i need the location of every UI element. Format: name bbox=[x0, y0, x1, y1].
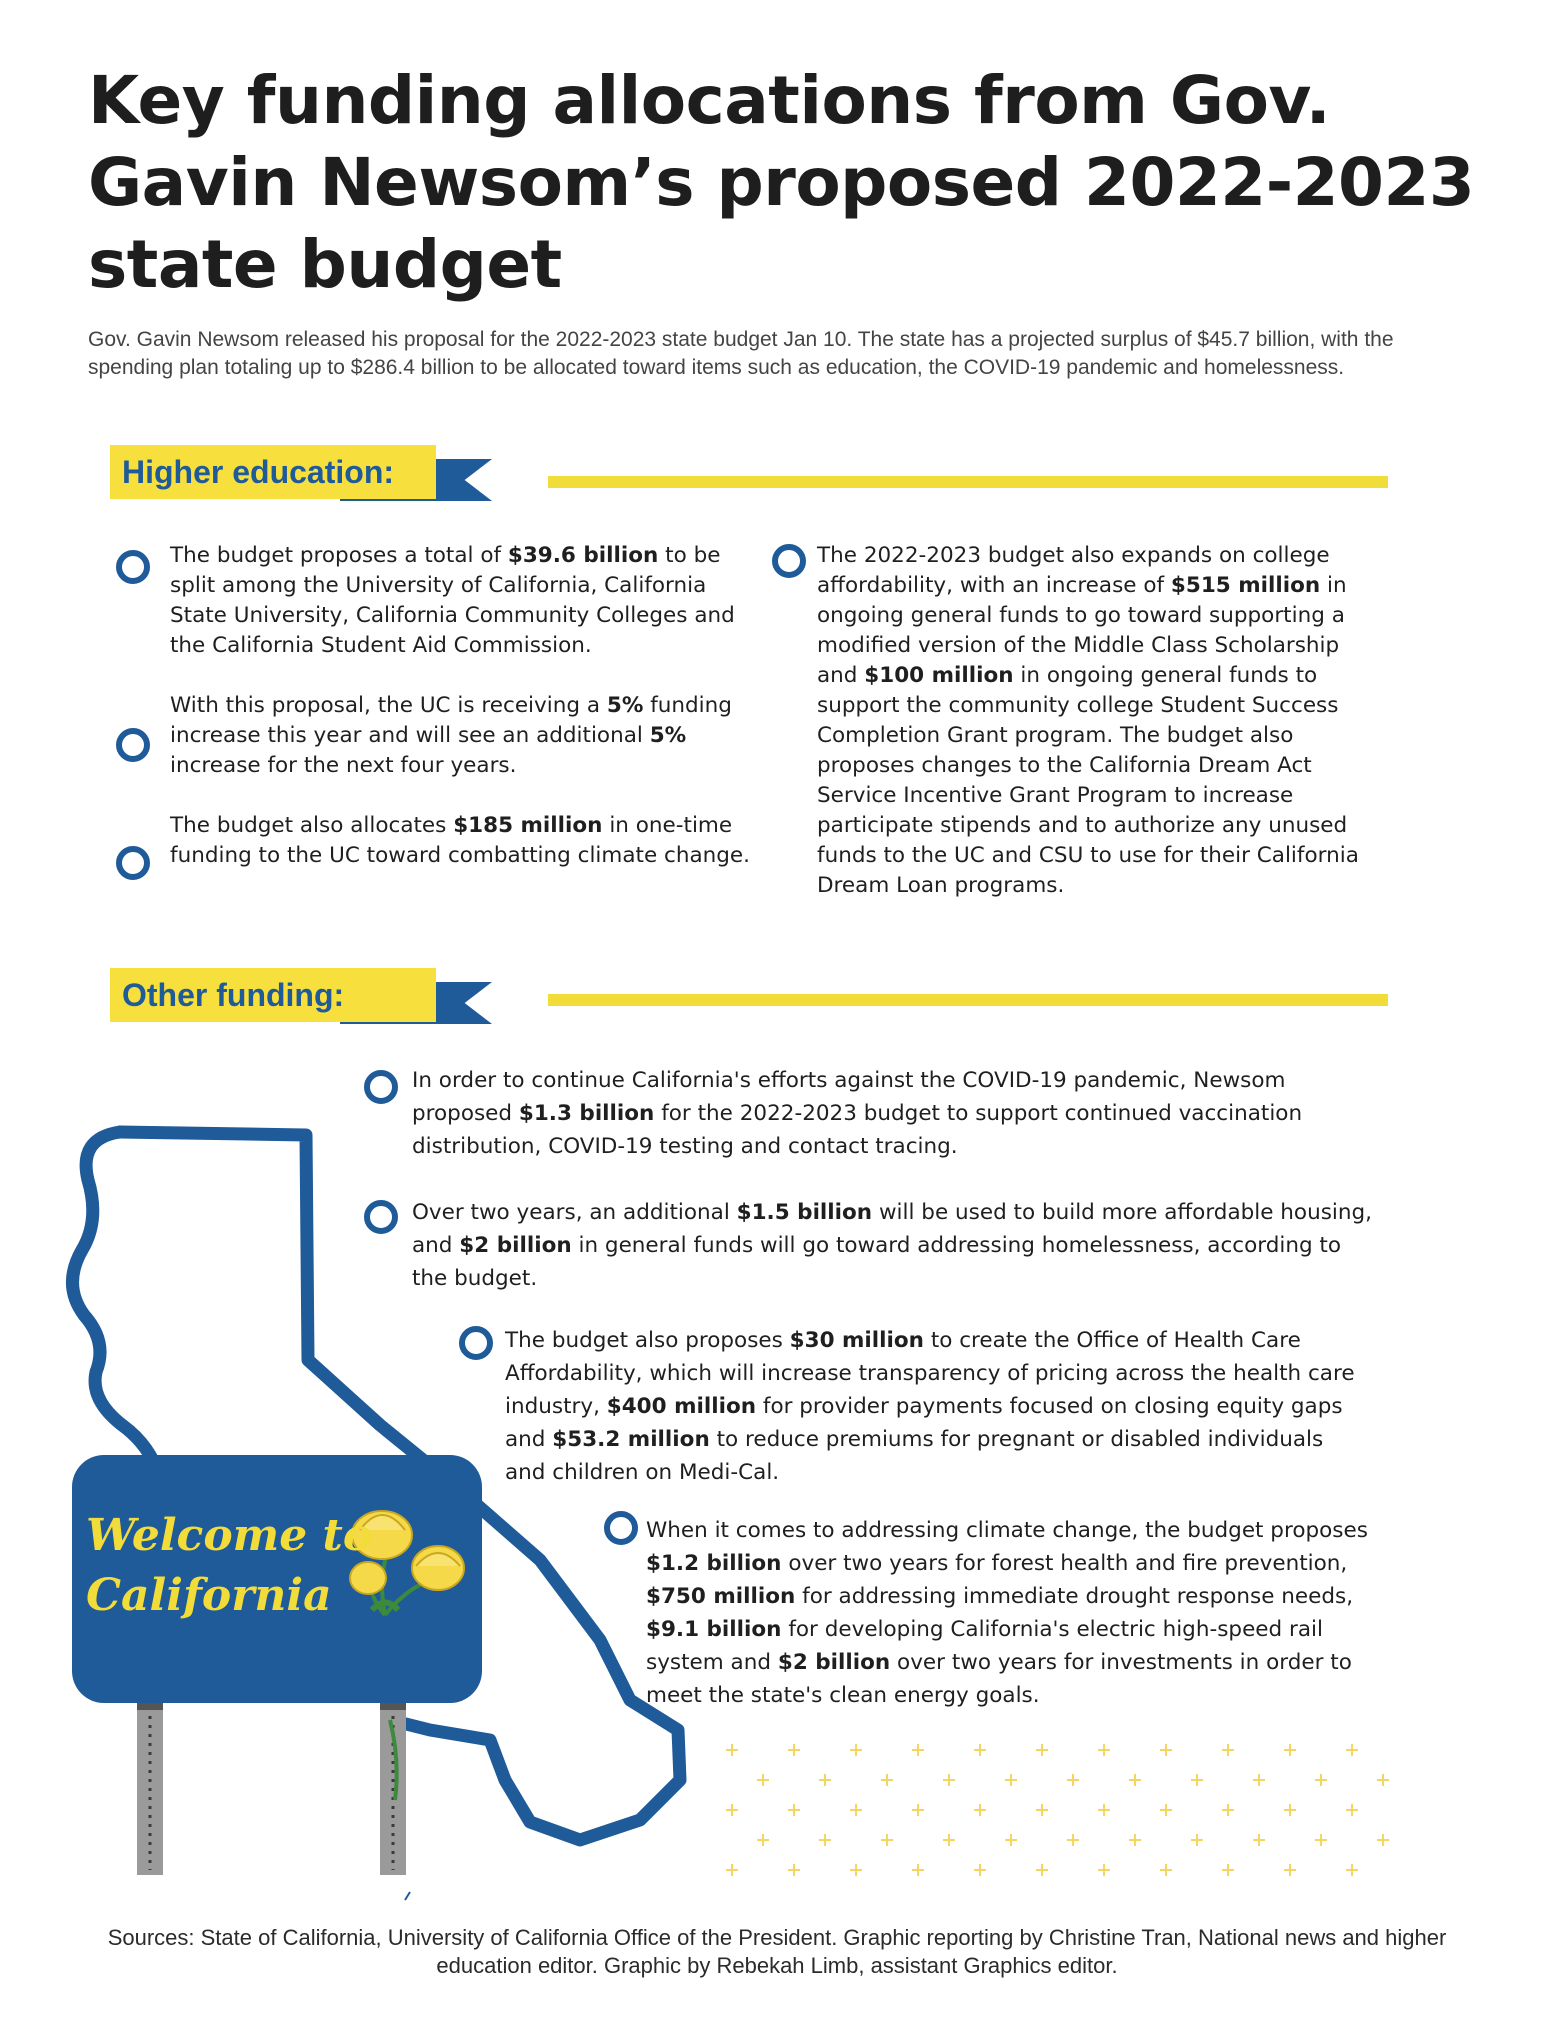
plus-sign-icon bbox=[850, 1864, 862, 1876]
ring-bullet-icon bbox=[364, 1200, 398, 1234]
plus-sign-icon bbox=[1377, 1834, 1389, 1846]
plus-sign-icon bbox=[974, 1864, 986, 1876]
section-divider bbox=[548, 994, 1388, 1006]
plus-sign-icon bbox=[1222, 1804, 1234, 1816]
plus-sign-icon bbox=[1284, 1864, 1296, 1876]
other-funding-item: In order to continue California's efforts against the COVID-19 pandemic, Newsom proposed $1.3 billion for the 2022-2023 budget to support continued vaccination distribution, COVID-19 testing and contact tracing. bbox=[412, 1068, 1303, 1159]
plus-sign-icon bbox=[788, 1804, 800, 1816]
plus-sign-icon bbox=[1315, 1834, 1327, 1846]
plus-sign-icon bbox=[1222, 1744, 1234, 1756]
plus-sign-icon bbox=[1346, 1804, 1358, 1816]
plus-sign-icon bbox=[1253, 1774, 1265, 1786]
higher-education-heading: Higher education: bbox=[110, 445, 436, 499]
plus-sign-icon bbox=[1222, 1864, 1234, 1876]
plus-sign-icon bbox=[850, 1744, 862, 1756]
higher-ed-item: The 2022-2023 budget also expands on college affordability, with an increase of $515 million in ongoing general funds to go toward supporting a modified version of the Middle Class Scholarship and $100 million in ongoing general funds to support the community college Student Success Completion Grant program. The budget also proposes changes to the California Dream Act Service Incentive Grant Program to increase participate stipends and to authorize any unused funds to the UC and CSU to use for their California Dream Loan programs. bbox=[817, 543, 1359, 898]
higher-ed-item: The budget proposes a total of $39.6 billion to be split among the University of California, California State University, California Community Colleges and the California Student Aid Commission. bbox=[170, 543, 735, 658]
plus-sign-icon bbox=[1036, 1864, 1048, 1876]
plus-sign-icon bbox=[757, 1774, 769, 1786]
plus-sign-icon bbox=[726, 1744, 738, 1756]
plus-sign-icon bbox=[974, 1744, 986, 1756]
plus-sign-icon bbox=[1377, 1774, 1389, 1786]
plus-sign-icon bbox=[819, 1774, 831, 1786]
section-divider bbox=[548, 476, 1388, 488]
plus-sign-icon bbox=[912, 1804, 924, 1816]
plus-sign-icon bbox=[1346, 1864, 1358, 1876]
plus-sign-icon bbox=[1098, 1744, 1110, 1756]
plus-sign-icon bbox=[912, 1864, 924, 1876]
plus-sign-icon bbox=[943, 1834, 955, 1846]
ring-bullet-icon bbox=[604, 1511, 638, 1545]
stray-mark bbox=[405, 1892, 410, 1900]
other-funding-item: The budget also proposes $30 million to create the Office of Health Care Affordability, which will increase transparency of pricing across the health care industry, $400 million for provider payments focused on closing equity gaps and $53.2 million to reduce premiums for pregnant or disabled individuals and children on Medi-Cal. bbox=[505, 1328, 1355, 1485]
plus-sign-icon bbox=[1005, 1774, 1017, 1786]
ring-bullet-icon bbox=[459, 1326, 493, 1360]
plus-sign-icon bbox=[1253, 1834, 1265, 1846]
ring-bullet-icon bbox=[364, 1070, 398, 1104]
higher-education-banner bbox=[110, 445, 490, 505]
plus-sign-icon bbox=[1098, 1804, 1110, 1816]
other-funding-banner bbox=[110, 968, 490, 1028]
plus-sign-icon bbox=[757, 1834, 769, 1846]
sign-post-left bbox=[137, 1700, 163, 1875]
plus-sign-icon bbox=[881, 1834, 893, 1846]
sign-line-1: Welcome to bbox=[86, 1510, 373, 1561]
sign-line-2: California bbox=[86, 1570, 332, 1621]
plus-sign-icon bbox=[943, 1774, 955, 1786]
higher-education-left-column bbox=[170, 541, 760, 871]
plus-sign-icon bbox=[1005, 1834, 1017, 1846]
plus-sign-icon bbox=[1315, 1774, 1327, 1786]
plus-sign-icon bbox=[1191, 1834, 1203, 1846]
plus-sign-icon bbox=[1160, 1744, 1172, 1756]
plus-sign-icon bbox=[1191, 1774, 1203, 1786]
plus-sign-icon bbox=[974, 1804, 986, 1816]
other-funding-item: Over two years, an additional $1.5 billion will be used to build more affordable housing, and $2 billion in general funds will go toward addressing homelessness, according to the budget. bbox=[412, 1200, 1372, 1291]
other-funding-item: When it comes to addressing climate change, the budget proposes $1.2 billion over two years for forest health and fire prevention, $750 million for addressing immediate drought response needs, $9.1 billion for developing California's electric high-speed rail system and $2 billion over two years for investments in order to meet the state's clean energy goals. bbox=[646, 1518, 1368, 1708]
sources-footer: Sources: State of California, University of California Office of the President. Graphic reporting by Christine Tran, National news and higher education editor. Graphic by Rebekah Limb, assistant Graphics editor. bbox=[107, 1925, 1447, 1978]
plus-sign-icon bbox=[1067, 1774, 1079, 1786]
other-funding-heading: Other funding: bbox=[110, 968, 436, 1022]
plus-sign-icon bbox=[726, 1864, 738, 1876]
plus-sign-icon bbox=[788, 1744, 800, 1756]
plus-sign-icon bbox=[1129, 1834, 1141, 1846]
plus-sign-icon bbox=[850, 1804, 862, 1816]
ring-bullet-icon bbox=[116, 846, 150, 880]
plus-sign-icon bbox=[1284, 1804, 1296, 1816]
plus-sign-icon bbox=[1098, 1864, 1110, 1876]
plus-sign-icon bbox=[1036, 1744, 1048, 1756]
intro-paragraph: Gov. Gavin Newsom released his proposal for the 2022-2023 state budget Jan 10. The state has a projected surplus of $45.7 billion, with the spending plan totaling up to $286.4 billion to be allocated toward items such as education, the COVID-19 pandemic and homelessness. bbox=[88, 328, 1394, 379]
ring-bullet-icon bbox=[116, 550, 150, 584]
decorative-cross-pattern bbox=[720, 1740, 1410, 1880]
plus-sign-icon bbox=[1067, 1834, 1079, 1846]
higher-ed-item: The budget also allocates $185 million in one-time funding to the UC toward combatting climate change. bbox=[170, 813, 750, 868]
plus-sign-icon bbox=[881, 1774, 893, 1786]
plus-sign-icon bbox=[1129, 1774, 1141, 1786]
plus-sign-icon bbox=[819, 1834, 831, 1846]
plus-sign-icon bbox=[788, 1864, 800, 1876]
plus-sign-icon bbox=[1036, 1804, 1048, 1816]
plus-sign-icon bbox=[1346, 1744, 1358, 1756]
plus-sign-icon bbox=[1160, 1864, 1172, 1876]
plus-sign-icon bbox=[1160, 1804, 1172, 1816]
ring-bullet-icon bbox=[116, 728, 150, 762]
higher-education-right-column bbox=[817, 541, 1377, 901]
plus-sign-icon bbox=[1284, 1744, 1296, 1756]
plus-sign-icon bbox=[726, 1804, 738, 1816]
ring-bullet-icon bbox=[772, 544, 806, 578]
page-title: Key funding allocations from Gov. Gavin Newsom’s proposed 2022-2023 state budget bbox=[88, 62, 1475, 303]
plus-sign-icon bbox=[912, 1744, 924, 1756]
higher-ed-item: With this proposal, the UC is receiving a 5% funding increase this year and will see an additional 5% increase for the next four years. bbox=[170, 693, 732, 778]
